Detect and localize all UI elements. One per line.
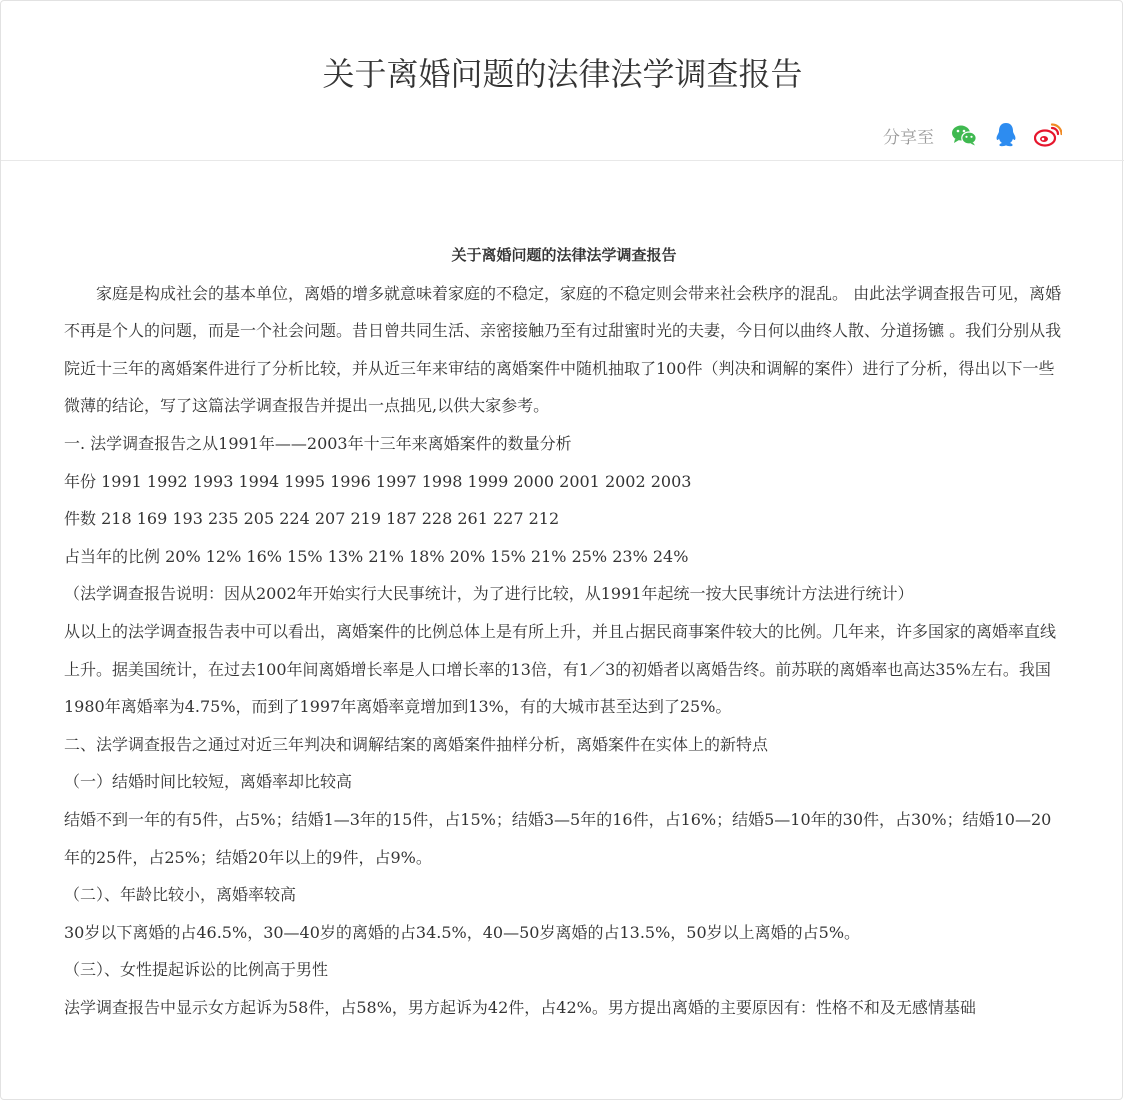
table-row-years: 年份 1991 1992 1993 1994 1995 1996 1997 1998 1999 2000 2001 2002 2003 (64, 471, 692, 491)
wechat-icon[interactable] (950, 121, 978, 149)
section-heading: 二、法学调查报告之通过对近三年判决和调解结案的离婚案件抽样分析，离婚案件在实体上的新特点 (64, 734, 769, 754)
subsection-heading: （一）结婚时间比较短，离婚率却比较高 (64, 772, 353, 792)
subsection-heading: （二）、年龄比较小，离婚率较高 (64, 885, 297, 905)
paragraph: 结婚不到一年的有5件，占5%；结婚1—3年的15件，占15%；结婚3—5年的16件，占16%；结婚5—10年的30件，占30%；结婚10—20年的25件，占25%；结婚20年以上的9件，占9%。 (64, 809, 1052, 867)
paragraph: 法学调查报告中显示女方起诉为58件，占58%，男方起诉为42件，占42%。男方提出离婚的主要原因有：性格不和及无感情基础 (64, 997, 976, 1017)
article-body (64, 237, 1064, 1026)
share-label: 分享至 (883, 127, 934, 148)
qq-icon[interactable] (992, 121, 1020, 149)
paragraph: 30岁以下离婚的占46.5%，30—40岁的离婚的占34.5%，40—50岁离婚的占13.5%，50岁以上离婚的占5%。 (64, 922, 861, 942)
note-paragraph: （法学调查报告说明：因从2002年开始实行大民事统计，为了进行比较，从1991年起统一按大民事统计方法进行统计） (64, 584, 914, 604)
article-heading: 关于离婚问题的法律法学调查报告 (451, 246, 677, 264)
share-bar (883, 121, 1062, 149)
table-row-counts: 件数 218 169 193 235 205 224 207 219 187 228 261 227 212 (64, 509, 560, 529)
paragraph: 从以上的法学调查报告表中可以看出，离婚案件的比例总体上是有所上升，并且占据民商事案件较大的比例。几年来，许多国家的离婚率直线上升。据美国统计，在过去100年间离婚增长率是人口增长率的13倍，有1／3的初婚者以离婚告终。前苏联的离婚率也高达35%左右。我国1980年离婚率为4.75%，而到了1997年离婚率竟增加到13%，有的大城市甚至达到了25%。 (64, 621, 1057, 717)
paragraph: 家庭是构成社会的基本单位，离婚的增多就意味着家庭的不稳定，家庭的不稳定则会带来社会秩序的混乱。 由此法学调查报告可见，离婚不再是个人的问题，而是一个社会问题。昔日曾共同生活、亲密接触乃至有过甜蜜时光的夫妻，今日何以曲终人散、分道扬镳 。我们分别从我院近十三年的离婚案件进行了分析比较，并从近三年来审结的离婚案件中随机抽取了100件（判决和调解的案件）进行了分析，得出以下一些微薄的结论，写了这篇法学调查报告并提出一点拙见,以供大家参考。 (64, 283, 1062, 416)
subsection-heading: （三）、女性提起诉讼的比例高于男性 (64, 960, 329, 980)
weibo-icon[interactable] (1034, 121, 1062, 149)
article-header (1, 1, 1124, 161)
page-title: 关于离婚问题的法律法学调查报告 (322, 55, 803, 93)
section-heading: 一. 法学调查报告之从1991年——2003年十三年来离婚案件的数量分析 (64, 433, 572, 453)
table-row-ratios: 占当年的比例 20% 12% 16% 15% 13% 21% 18% 20% 15% 21% 25% 23% 24% (64, 546, 689, 566)
